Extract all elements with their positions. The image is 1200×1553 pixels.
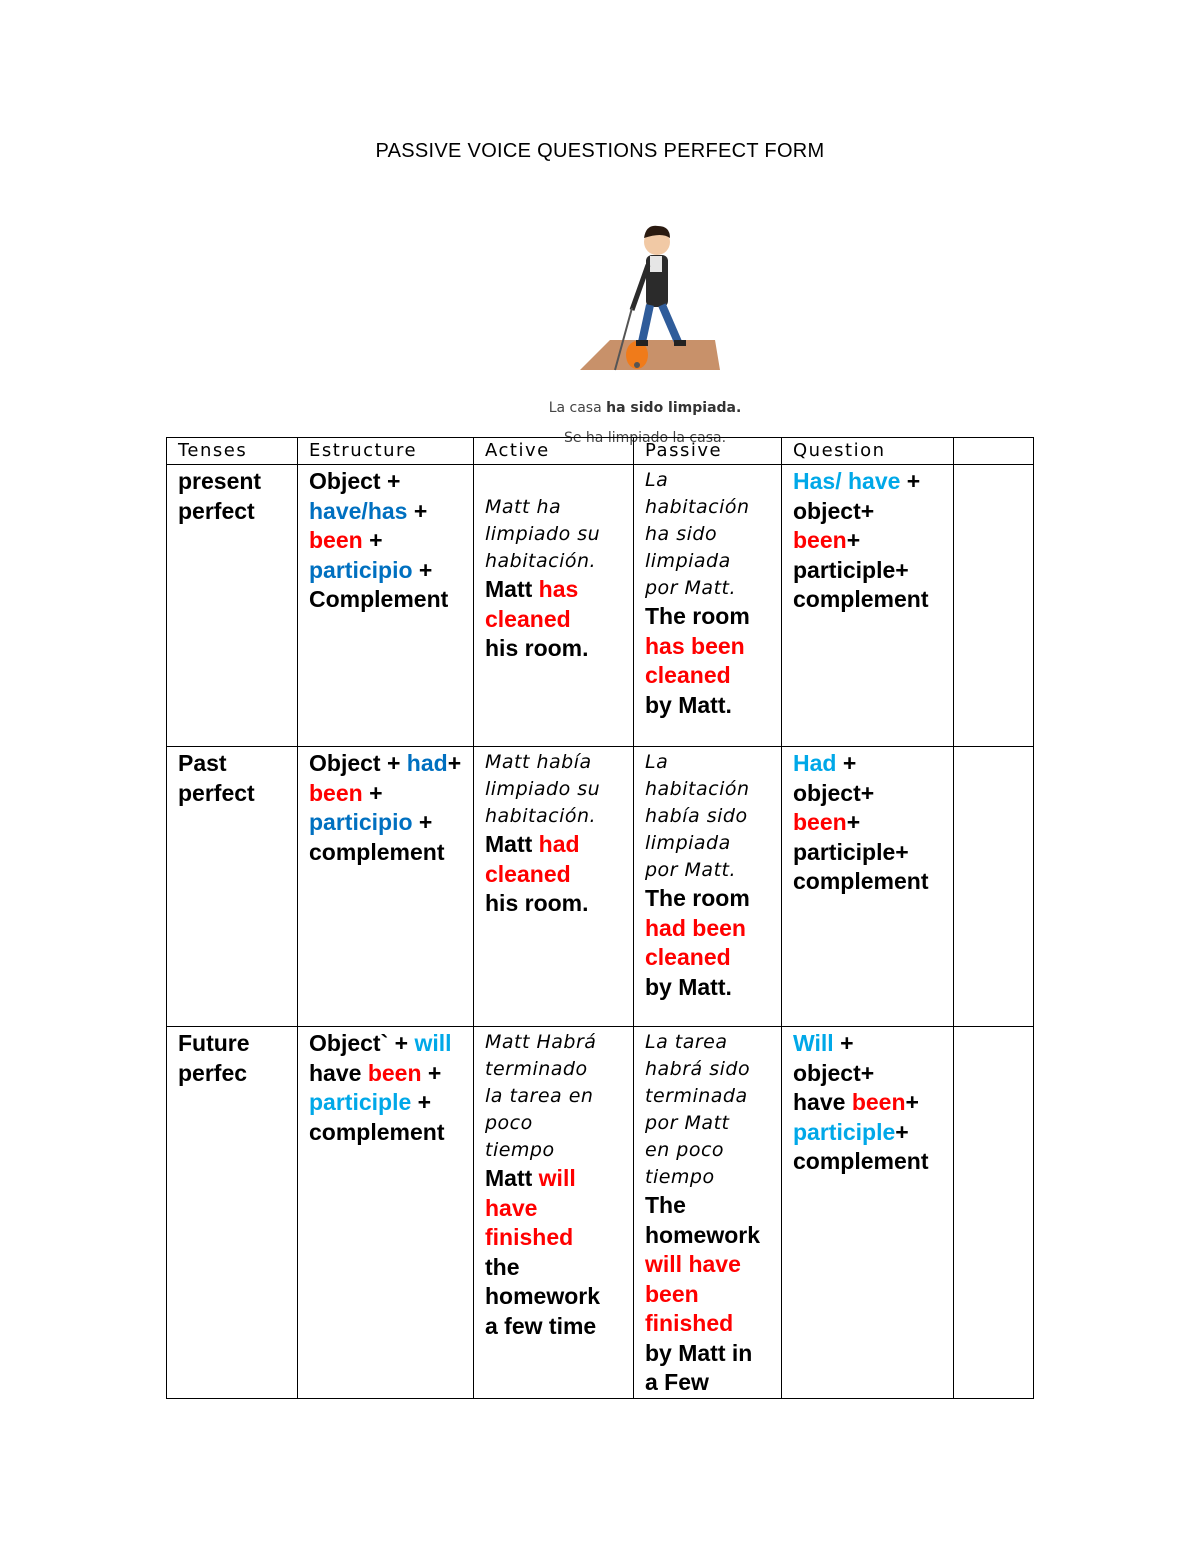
text: La — [645, 751, 669, 773]
left-leg-shape — [642, 305, 650, 342]
tense-cell — [167, 1027, 298, 1399]
highlight-text: had been — [645, 914, 746, 941]
text: Past — [178, 750, 227, 776]
passive-cell — [634, 1027, 782, 1399]
highlight-text: had — [406, 750, 448, 776]
text: object+ — [793, 779, 875, 806]
text: perfect — [178, 497, 255, 524]
passive-cell — [634, 465, 782, 747]
text: Object` + — [309, 1030, 415, 1056]
text: object+ — [793, 497, 875, 524]
highlight-text: been — [793, 527, 847, 553]
highlight-text: participio — [309, 809, 413, 835]
text: participle+ — [793, 838, 909, 865]
text: + — [411, 1089, 432, 1115]
text: + — [836, 750, 857, 776]
highlight-text: Will — [793, 1030, 834, 1056]
text: Object + — [309, 468, 401, 494]
tense-cell — [167, 465, 298, 747]
text: Matt había — [485, 751, 592, 773]
text: tiempo — [645, 1166, 715, 1188]
right-leg-shape — [662, 305, 678, 342]
caption-line-1 — [45, 400, 1200, 416]
highlight-text: will — [538, 1165, 576, 1191]
header-question: Question — [782, 438, 954, 465]
left-shoe-shape — [636, 340, 648, 346]
text: + — [846, 809, 861, 835]
highlight-text: cleaned — [645, 944, 731, 970]
text: habrá sido — [645, 1058, 751, 1080]
structure-cell — [298, 747, 474, 1027]
text: Matt Habrá — [485, 1031, 597, 1053]
table-row — [167, 1027, 1034, 1399]
text: Matt — [485, 576, 539, 602]
shirt-shape — [650, 256, 662, 272]
highlight-text: had — [538, 831, 580, 857]
caption-line-2: Se ha limpiado la casa. — [563, 430, 727, 446]
text: por Matt. — [645, 859, 737, 881]
text: complement — [309, 838, 445, 865]
text: La — [645, 469, 669, 491]
text: + — [362, 527, 383, 553]
header-tenses: Tenses — [167, 438, 298, 465]
highlight-text: cleaned — [485, 605, 571, 632]
text: limpiada — [645, 832, 731, 854]
highlight-text: Has/ have — [793, 468, 901, 494]
text: Future — [178, 1030, 250, 1056]
text: The room — [645, 603, 750, 629]
text: a few time — [485, 1312, 597, 1339]
text: complement — [793, 586, 929, 612]
text: object+ — [793, 1059, 875, 1086]
empty-cell — [954, 465, 1034, 747]
page-title: PASSIVE VOICE QUESTIONS PERFECT FORM — [375, 140, 825, 162]
text: present — [178, 468, 262, 494]
text: Matt ha — [485, 496, 562, 518]
text: en poco — [645, 1139, 725, 1161]
table-row — [167, 465, 1034, 747]
highlight-text: been — [309, 779, 363, 806]
text: ha sido — [645, 523, 718, 545]
text: complement — [793, 1148, 929, 1174]
text: + — [900, 468, 921, 494]
text: Matt — [485, 1165, 539, 1191]
text: terminado — [485, 1058, 588, 1080]
active-cell — [474, 747, 634, 1027]
text: + — [412, 809, 433, 835]
text: tiempo — [485, 1139, 555, 1161]
highlight-text: have/has — [309, 497, 408, 524]
text: + — [447, 750, 462, 776]
highlight-text: been — [793, 809, 847, 835]
highlight-text: cleaned — [645, 662, 731, 688]
highlight-text: been — [367, 1059, 422, 1086]
text: + — [362, 779, 383, 806]
text: The room — [645, 885, 750, 911]
text: Object + — [309, 750, 407, 776]
highlight-text: been — [645, 1280, 699, 1307]
empty-cell — [954, 747, 1034, 1027]
arm-shape — [632, 265, 648, 310]
header-active: Active — [474, 438, 634, 465]
text: homework — [645, 1221, 761, 1248]
header-empty — [954, 438, 1034, 465]
highlight-text: has — [538, 576, 579, 602]
text: homework — [485, 1283, 601, 1309]
highlight-text: participle — [793, 1118, 896, 1145]
structure-cell — [298, 1027, 474, 1399]
caption-text: La casa — [548, 400, 607, 416]
text: por Matt. — [645, 577, 737, 599]
highlight-text: have — [485, 1194, 538, 1221]
passive-cell — [634, 747, 782, 1027]
text: a Few — [645, 1369, 709, 1395]
text: poco — [485, 1112, 533, 1134]
text: habitación. — [485, 550, 597, 572]
text: por Matt — [645, 1112, 730, 1134]
text: habitación — [645, 496, 750, 518]
question-cell — [782, 747, 954, 1027]
text: by Matt. — [645, 691, 732, 718]
caption-bold-text: ha sido limpiada. — [606, 400, 742, 416]
text: La tarea — [645, 1031, 728, 1053]
highlight-text: participio — [309, 556, 413, 583]
active-cell — [474, 465, 634, 747]
text: limpiado su — [485, 523, 601, 545]
text: habitación. — [485, 805, 597, 827]
structure-cell — [298, 465, 474, 747]
text: Complement — [309, 586, 449, 612]
empty-cell — [954, 1027, 1034, 1399]
text: by Matt in — [645, 1339, 753, 1366]
highlight-text: participle — [309, 1089, 412, 1115]
text: limpiado su — [485, 778, 601, 800]
header-passive: Passive — [634, 438, 782, 465]
passive-voice-table — [166, 437, 1034, 1399]
header-estructure: Estructure — [298, 438, 474, 465]
text: + — [833, 1030, 854, 1056]
text: have — [309, 1059, 368, 1086]
text: + — [412, 556, 433, 583]
tense-cell — [167, 747, 298, 1027]
table-row — [167, 747, 1034, 1027]
text: + — [407, 497, 428, 524]
text: perfec — [178, 1059, 248, 1086]
text: la tarea en — [485, 1085, 594, 1107]
highlight-text: finished — [485, 1224, 574, 1250]
text: + — [895, 1118, 909, 1145]
active-cell — [474, 1027, 634, 1399]
highlight-text: been — [309, 527, 363, 553]
text: the — [485, 1253, 520, 1280]
right-shoe-shape — [674, 340, 686, 346]
text: había sido — [645, 805, 748, 827]
highlight-text: cleaned — [485, 860, 571, 887]
text: terminada — [645, 1085, 748, 1107]
text: his room. — [485, 635, 589, 661]
highlight-text: will have — [645, 1251, 741, 1277]
highlight-text: finished — [645, 1310, 734, 1336]
text: + — [421, 1059, 442, 1086]
highlight-text: has been — [645, 632, 745, 659]
text: his room. — [485, 890, 589, 916]
text: + — [846, 527, 861, 553]
text: limpiada — [645, 550, 731, 572]
rug-shape — [580, 340, 720, 370]
text: The — [645, 1192, 686, 1218]
vacuum-cleaning-illustration — [540, 220, 780, 385]
table-header-row — [167, 438, 1034, 465]
question-cell — [782, 1027, 954, 1399]
text: + — [905, 1089, 919, 1115]
text: participle+ — [793, 556, 909, 583]
text: perfect — [178, 779, 255, 806]
text: complement — [309, 1118, 445, 1145]
highlight-text: Had — [793, 750, 837, 776]
text: habitación — [645, 778, 750, 800]
highlight-text: been — [851, 1089, 906, 1115]
text: Matt — [485, 831, 539, 857]
text: have — [793, 1089, 852, 1115]
text: by Matt. — [645, 973, 732, 1000]
question-cell — [782, 465, 954, 747]
text: complement — [793, 868, 929, 894]
highlight-text: will — [414, 1030, 452, 1056]
